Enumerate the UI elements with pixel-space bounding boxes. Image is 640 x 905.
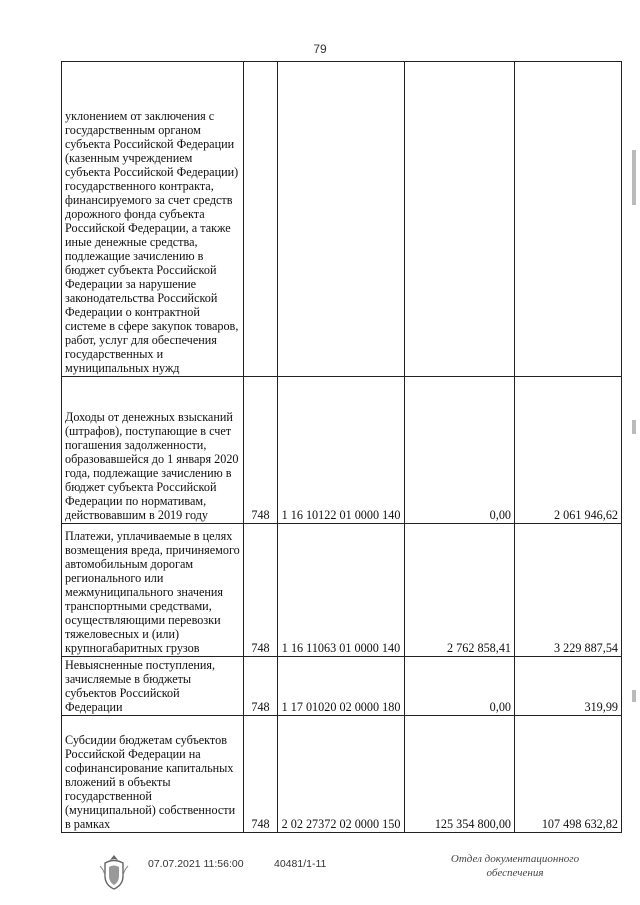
table-row xyxy=(62,62,622,377)
admin-code-cell: 748 xyxy=(244,657,278,716)
planned-amount: 2 762 858,41 xyxy=(405,524,515,657)
scan-edge-mark xyxy=(632,150,636,205)
table-row xyxy=(62,657,622,716)
row-description: Субсидии бюджетам субъектов Российской Федерации на софинансирование капитальных вложений в объекты государственной (муниципальной) собственности в рамках xyxy=(62,716,244,833)
actual-amount: 107 498 632,82 xyxy=(515,716,622,833)
department-stamp-line: обеспечения xyxy=(486,867,544,879)
planned-amount: 0,00 xyxy=(405,657,515,716)
registration-timestamp: 07.07.2021 11:56:00 xyxy=(148,858,244,870)
table-row xyxy=(62,524,622,657)
table-row xyxy=(62,377,622,524)
planned-amount xyxy=(405,62,515,377)
budget-classification-code: 2 02 27372 02 0000 150 xyxy=(278,716,405,833)
actual-amount: 2 061 946,62 xyxy=(515,377,622,524)
table-row xyxy=(62,716,622,833)
department-stamp xyxy=(440,852,590,880)
row-description: Невыясненные поступления, зачисляемые в бюджеты субъектов Российской Федерации xyxy=(62,657,244,716)
budget-classification-code: 1 16 10122 01 0000 140 xyxy=(278,377,405,524)
coat-of-arms-icon xyxy=(96,852,132,892)
planned-amount: 0,00 xyxy=(405,377,515,524)
admin-code-cell: 748 xyxy=(244,716,278,833)
planned-amount: 125 354 800,00 xyxy=(405,716,515,833)
admin-code-cell: 748 xyxy=(244,377,278,524)
scan-edge-mark xyxy=(632,690,636,702)
admin-code-cell: 748 xyxy=(244,524,278,657)
budget-classification-code: 1 17 01020 02 0000 180 xyxy=(278,657,405,716)
row-description: Платежи, уплачиваемые в целях возмещения вреда, причиняемого автомобильным дорогам регионального или межмуниципального значения транспортными средствами, осуществляющими перевозки тяжеловесных и (или) крупногабаритных грузов xyxy=(62,524,244,657)
document-footer xyxy=(0,846,640,896)
actual-amount xyxy=(515,62,622,377)
admin-code-cell xyxy=(244,62,278,377)
actual-amount: 3 229 887,54 xyxy=(515,524,622,657)
registration-number: 40481/1-11 xyxy=(274,858,327,870)
budget-classification-code xyxy=(278,62,405,377)
actual-amount: 319,99 xyxy=(515,657,622,716)
department-stamp-line: Отдел документационного xyxy=(450,853,580,865)
budget-classification-code: 1 16 11063 01 0000 140 xyxy=(278,524,405,657)
scan-edge-mark xyxy=(632,420,636,434)
budget-revenue-table xyxy=(61,61,622,833)
row-description: уклонением от заключения с государственным органом субъекта Российской Федерации (казенным учреждением субъекта Российской Федерации) государственного контракта, финансируемого за счет средств дорожного фонда субъекта Российской Федерации, а также иные денежные средства, подлежащие зачислению в бюджет субъекта Российской Федерации за нарушение законодательства Российской Федерации о контрактной системе в сфере закупок товаров, работ, услуг для обеспечения государственных и муниципальных нужд xyxy=(62,62,244,377)
row-description: Доходы от денежных взысканий (штрафов), поступающие в счет погашения задолженности, образовавшейся до 1 января 2020 года, подлежащие зачислению в бюджет субъекта Российской Федерации по нормативам, действовавшим в 2019 году xyxy=(62,377,244,524)
page-number: 79 xyxy=(313,42,327,56)
